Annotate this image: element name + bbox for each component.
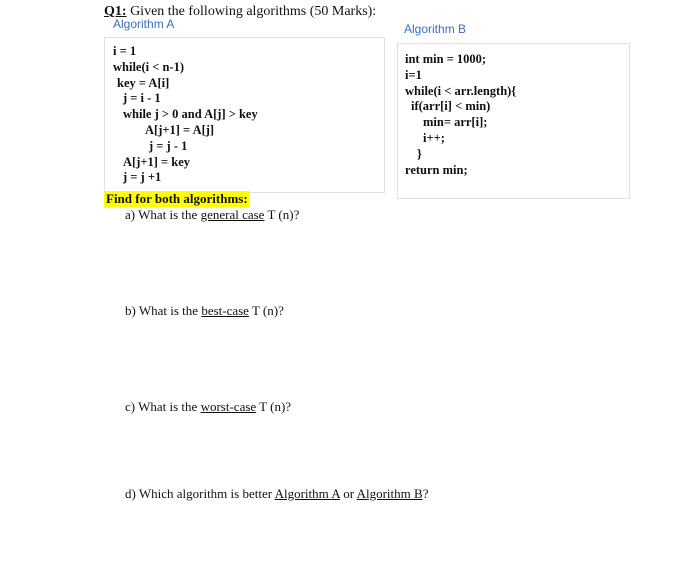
algorithm-a-code bbox=[113, 44, 258, 186]
code-line: A[j+1] = A[j] bbox=[145, 122, 215, 137]
part-d-term2: Algorithm B bbox=[356, 486, 423, 501]
code-line: while(i < n-1) bbox=[113, 59, 185, 74]
part-a-suffix: T (n)? bbox=[264, 207, 300, 222]
algorithm-b-code bbox=[405, 52, 516, 178]
code-line: if(arr[i] < min) bbox=[411, 99, 491, 114]
code-line: while j > 0 and A[j] > key bbox=[123, 107, 258, 122]
part-d-question bbox=[125, 486, 428, 502]
part-b-question bbox=[125, 303, 284, 319]
code-line: min= arr[i]; bbox=[423, 115, 488, 130]
part-d-term: Algorithm A bbox=[274, 486, 340, 501]
part-b-prefix: b) What is the bbox=[125, 303, 202, 318]
algorithm-a-heading: Algorithm A bbox=[113, 17, 175, 31]
question-text: Given the following algorithms (50 Marks): bbox=[126, 4, 377, 19]
code-line: j = j +1 bbox=[123, 170, 162, 185]
part-d-suffix: ? bbox=[422, 486, 429, 501]
code-line: j = i - 1 bbox=[123, 91, 161, 106]
part-c-prefix: c) What is the bbox=[125, 399, 201, 414]
code-line: key = A[i] bbox=[117, 75, 170, 90]
code-line: while(i < arr.length){ bbox=[405, 83, 517, 98]
code-line: A[j+1] = key bbox=[123, 154, 191, 169]
algorithm-b-heading: Algorithm B bbox=[404, 22, 467, 36]
code-line: return min; bbox=[405, 162, 468, 177]
part-a-prefix: a) What is the bbox=[125, 207, 201, 222]
question-number: Q1: bbox=[104, 4, 127, 19]
code-line: i++; bbox=[423, 130, 445, 145]
part-c-question bbox=[125, 399, 291, 415]
part-a-question bbox=[125, 207, 299, 223]
part-a-term: general case bbox=[200, 207, 265, 222]
part-c-term: worst-case bbox=[200, 399, 257, 414]
code-line: int min = 1000; bbox=[405, 52, 487, 66]
code-line: j = j - 1 bbox=[149, 138, 188, 153]
part-d-middle: or bbox=[339, 486, 357, 501]
part-c-suffix: T (n)? bbox=[256, 399, 292, 414]
code-line: } bbox=[417, 146, 422, 161]
code-line: i = 1 bbox=[113, 44, 137, 58]
find-label: Find for both algorithms: bbox=[106, 191, 248, 206]
part-d-prefix: d) Which algorithm is better bbox=[125, 486, 275, 501]
part-b-suffix: T (n)? bbox=[248, 303, 284, 318]
code-line: i=1 bbox=[405, 67, 422, 82]
part-b-term: best-case bbox=[201, 303, 249, 318]
